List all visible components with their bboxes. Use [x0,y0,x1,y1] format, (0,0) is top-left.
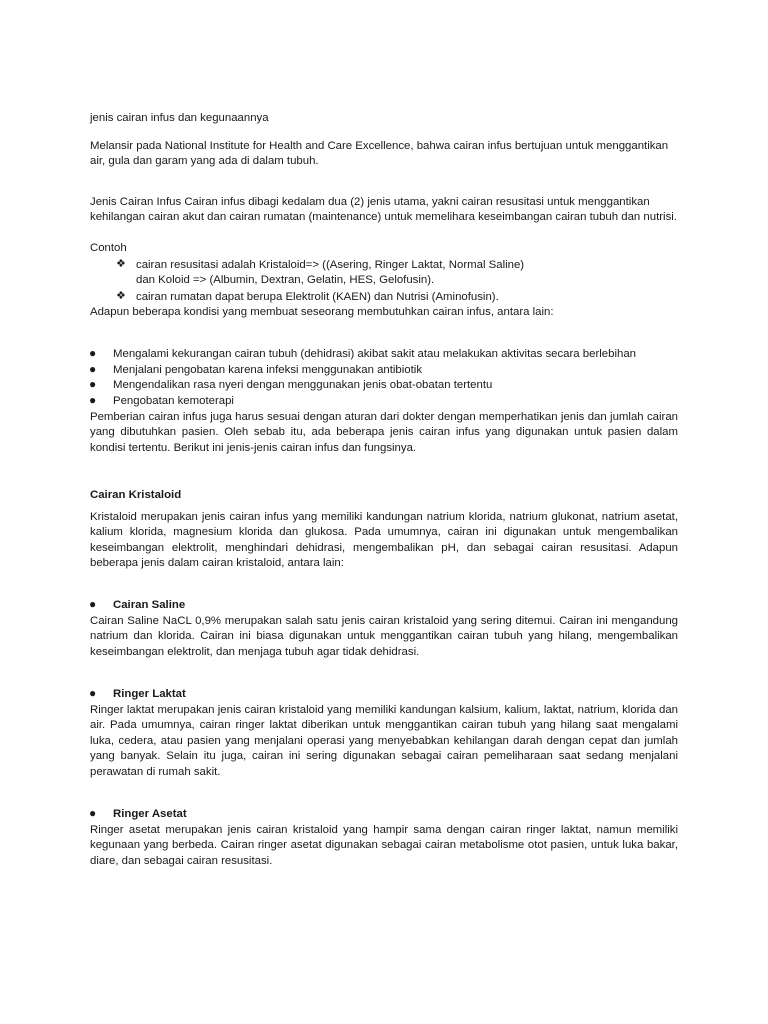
bullet-icon: ● [89,393,97,407]
section-heading-kristaloid: Cairan Kristaloid [90,489,182,501]
contoh-label: Contoh [90,242,127,254]
example-item-1a: cairan resusitasi adalah Kristaloid=> ((Asering, Ringer Laktat, Normal Saline) [136,259,525,271]
ringer-laktat-paragraph: Ringer laktat merupakan jenis cairan kristaloid yang memiliki kandungan kalsium, kalium, laktat, natrium, klorida dan air. Pada umumnya, cairan ringer laktat diberikan untuk menggantikan cairan tubuh yang hilang saat mengalami luka, cedera, atau pasien yang menjalani operasi yang menyebabkan kehilangan darah dengan cepat dan jumlah yang banyak. Selain itu juga, cairan ini sering digunakan sebagai cairan pemeliharaan saat sedang menjalani perawatan di rumah sakit. [90,704,678,778]
bullet-icon: ● [89,806,97,820]
saline-paragraph: Cairan Saline NaCL 0,9% merupakan salah satu jenis cairan kristaloid yang sering ditemui. Cairan ini mengandung natrium dan klorida. Cairan ini biasa digunakan untuk menggantikan cairan tubuh yang hilang, mengembalikan keseimbangan elektrolit, dan menjaga tubuh agar tidak dehidrasi. [90,615,678,658]
condition-item: Menjalani pengobatan karena infeksi menggunakan antibiotik [113,364,423,376]
condition-item: Mengendalikan rasa nyeri dengan menggunakan jenis obat-obatan tertentu [113,379,493,391]
ringer-asetat-paragraph: Ringer asetat merupakan jenis cairan kristaloid yang hampir sama dengan cairan ringer laktat, namun memiliki kegunaan yang berbeda. Cairan ringer asetat digunakan sebagai cairan metabolisme otot pasien, untuk luka bakar, diare, dan sebagai cairan resusitasi. [90,824,678,867]
bullet-icon: ● [89,686,97,700]
subheading-ringer-laktat: Ringer Laktat [113,688,186,700]
intro-paragraph: Melansir pada National Institute for Health and Care Excellence, bahwa cairan infus bertujuan untuk menggantikan air, gula dan garam yang ada di dalam tubuh. [90,140,669,168]
diamond-bullet-icon: ❖ [116,258,126,270]
example-item-1b: dan Koloid => (Albumin, Dextran, Gelatin, HES, Gelofusin). [136,274,435,286]
bullet-icon: ● [89,377,97,391]
condition-item: Pengobatan kemoterapi [113,395,234,407]
bullet-icon: ● [89,346,97,360]
document-title: jenis cairan infus dan kegunaannya [90,112,269,124]
subheading-saline: Cairan Saline [113,599,186,611]
condition-item: Mengalami kekurangan cairan tubuh (dehidrasi) akibat sakit atau melakukan aktivitas secara berlebihan [113,348,636,360]
example-item-2: cairan rumatan dapat berupa Elektrolit (KAEN) dan Nutrisi (Aminofusin). [136,291,499,303]
subheading-ringer-asetat: Ringer Asetat [113,808,187,820]
bullet-icon: ● [89,597,97,611]
diamond-bullet-icon: ❖ [116,290,126,302]
conditions-intro: Adapun beberapa kondisi yang membuat seseorang membutuhkan cairan infus, antara lain: [90,306,554,318]
giving-paragraph: Pemberian cairan infus juga harus sesuai dengan aturan dari dokter dengan memperhatikan jenis dan jumlah cairan yang dibutuhkan pasien. Oleh sebab itu, ada beberapa jenis cairan infus yang digunakan untuk pasien dalam kondisi tertentu. Berikut ini jenis-jenis cairan infus dan fungsinya. [90,411,678,454]
types-paragraph: Jenis Cairan Infus Cairan infus dibagi kedalam dua (2) jenis utama, yakni cairan resusitasi untuk menggantikan kehilangan cairan akut dan cairan rumatan (maintenance) untuk memelihara keseimbangan cairan tubuh dan nutrisi. [90,196,677,224]
bullet-icon: ● [89,362,97,376]
kristaloid-paragraph: Kristaloid merupakan jenis cairan infus yang memiliki kandungan natrium klorida, natrium glukonat, natrium asetat, kalium klorida, magnesium klorida dan glukosa. Pada umumnya, cairan ini digunakan untuk mengembalikan keseimbangan elektrolit, menghindari dehidrasi, mengembalikan pH, dan sebagai cairan resusitasi. Adapun beberapa jenis dalam cairan kristaloid, antara lain: [90,511,678,570]
